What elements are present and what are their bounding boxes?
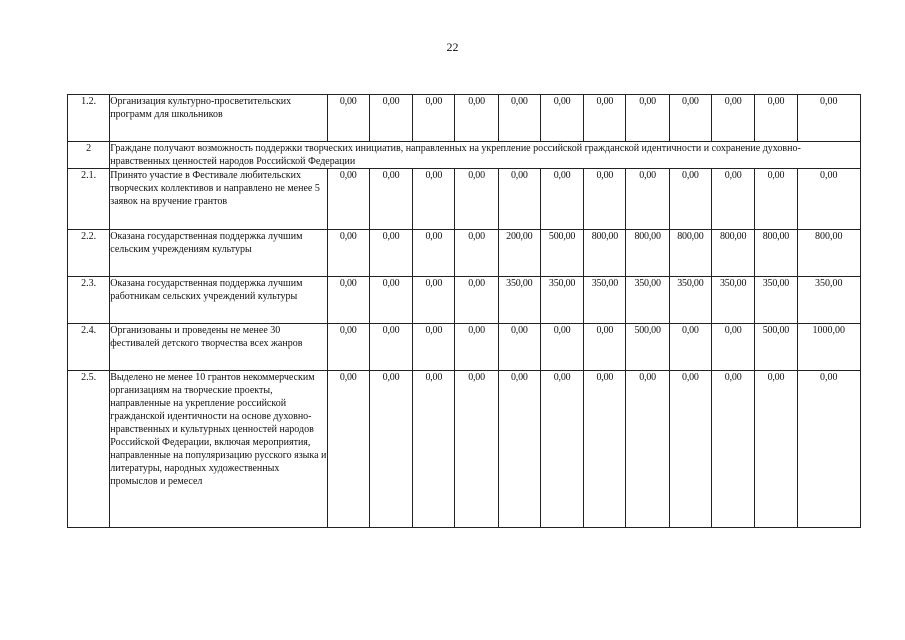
table-row [68, 277, 861, 324]
budget-table [67, 94, 861, 528]
value-cell: 0,00 [626, 169, 669, 230]
value-cell: 0,00 [584, 371, 626, 528]
row-description: Выделено не менее 10 грантов некоммерческим организациям на творческие проекты, направленные на укрепление российской гражданской идентичности на основе духовно-нравственных и культурных ценностей народов Российской Федерации, включая мероприятия, направленные на популяризацию русского языка и литературы, народных художественных промыслов и ремесел [110, 371, 327, 528]
table-row [68, 371, 861, 528]
value-cell: 800,00 [669, 230, 711, 277]
value-cell: 0,00 [413, 277, 455, 324]
value-cell: 0,00 [369, 324, 412, 371]
value-cell: 0,00 [413, 371, 455, 528]
value-cell: 0,00 [455, 277, 498, 324]
row-number: 1.2. [68, 95, 110, 142]
value-cell: 500,00 [626, 324, 669, 371]
value-cell: 0,00 [540, 371, 583, 528]
value-cell: 0,00 [498, 324, 540, 371]
value-cell: 0,00 [327, 324, 369, 371]
row-description: Организация культурно-просветительских программ для школьников [110, 95, 327, 142]
table-row [68, 230, 861, 277]
value-cell: 0,00 [584, 169, 626, 230]
value-cell: 0,00 [540, 95, 583, 142]
row-number: 2.5. [68, 371, 110, 528]
row-description: Оказана государственная поддержка лучшим сельским учреждениям культуры [110, 230, 327, 277]
value-cell: 0,00 [626, 371, 669, 528]
value-cell: 0,00 [540, 324, 583, 371]
value-cell: 0,00 [498, 169, 540, 230]
total-cell: 0,00 [797, 371, 860, 528]
row-number: 2.4. [68, 324, 110, 371]
value-cell: 0,00 [712, 169, 755, 230]
value-cell: 0,00 [498, 95, 540, 142]
row-number: 2.3. [68, 277, 110, 324]
section-row [68, 142, 861, 169]
value-cell: 500,00 [540, 230, 583, 277]
value-cell: 350,00 [540, 277, 583, 324]
value-cell: 0,00 [755, 95, 797, 142]
value-cell: 0,00 [669, 169, 711, 230]
total-cell: 0,00 [797, 169, 860, 230]
row-description: Принято участие в Фестивале любительских творческих коллективов и направлено не менее 5 заявок на вручение грантов [110, 169, 327, 230]
value-cell: 200,00 [498, 230, 540, 277]
total-cell: 800,00 [797, 230, 860, 277]
value-cell: 350,00 [626, 277, 669, 324]
value-cell: 800,00 [584, 230, 626, 277]
section-title: Граждане получают возможность поддержки творческих инициатив, направленных на укрепление российской гражданской идентичности и сохранение духовно-нравственных ценностей народов Российской Федерации [110, 142, 861, 169]
value-cell: 800,00 [755, 230, 797, 277]
value-cell: 0,00 [413, 230, 455, 277]
value-cell: 0,00 [413, 95, 455, 142]
value-cell: 0,00 [455, 230, 498, 277]
table-row [68, 169, 861, 230]
row-description: Организованы и проведены не менее 30 фестивалей детского творчества всех жанров [110, 324, 327, 371]
value-cell: 0,00 [413, 324, 455, 371]
value-cell: 0,00 [369, 277, 412, 324]
value-cell: 350,00 [584, 277, 626, 324]
total-cell: 0,00 [797, 95, 860, 142]
value-cell: 0,00 [327, 230, 369, 277]
value-cell: 350,00 [712, 277, 755, 324]
value-cell: 0,00 [669, 95, 711, 142]
row-number: 2.2. [68, 230, 110, 277]
value-cell: 0,00 [327, 95, 369, 142]
table-row [68, 324, 861, 371]
value-cell: 0,00 [369, 95, 412, 142]
value-cell: 0,00 [669, 371, 711, 528]
value-cell: 0,00 [327, 169, 369, 230]
row-number: 2.1. [68, 169, 110, 230]
value-cell: 0,00 [369, 230, 412, 277]
value-cell: 0,00 [455, 95, 498, 142]
value-cell: 350,00 [669, 277, 711, 324]
value-cell: 0,00 [712, 324, 755, 371]
value-cell: 0,00 [369, 169, 412, 230]
value-cell: 0,00 [712, 371, 755, 528]
value-cell: 0,00 [669, 324, 711, 371]
total-cell: 350,00 [797, 277, 860, 324]
value-cell: 0,00 [498, 371, 540, 528]
value-cell: 0,00 [327, 277, 369, 324]
table-row [68, 95, 861, 142]
value-cell: 0,00 [626, 95, 669, 142]
value-cell: 350,00 [498, 277, 540, 324]
page-number: 22 [446, 40, 459, 54]
row-number: 2 [68, 142, 110, 169]
value-cell: 0,00 [755, 169, 797, 230]
value-cell: 0,00 [584, 95, 626, 142]
value-cell: 0,00 [455, 169, 498, 230]
value-cell: 0,00 [455, 371, 498, 528]
value-cell: 800,00 [626, 230, 669, 277]
row-description: Оказана государственная поддержка лучшим работникам сельских учреждений культуры [110, 277, 327, 324]
value-cell: 500,00 [755, 324, 797, 371]
value-cell: 350,00 [755, 277, 797, 324]
value-cell: 0,00 [755, 371, 797, 528]
value-cell: 0,00 [584, 324, 626, 371]
total-cell: 1000,00 [797, 324, 860, 371]
value-cell: 0,00 [413, 169, 455, 230]
table-body [68, 95, 861, 528]
value-cell: 0,00 [540, 169, 583, 230]
value-cell: 0,00 [369, 371, 412, 528]
value-cell: 0,00 [327, 371, 369, 528]
value-cell: 0,00 [455, 324, 498, 371]
value-cell: 800,00 [712, 230, 755, 277]
value-cell: 0,00 [712, 95, 755, 142]
